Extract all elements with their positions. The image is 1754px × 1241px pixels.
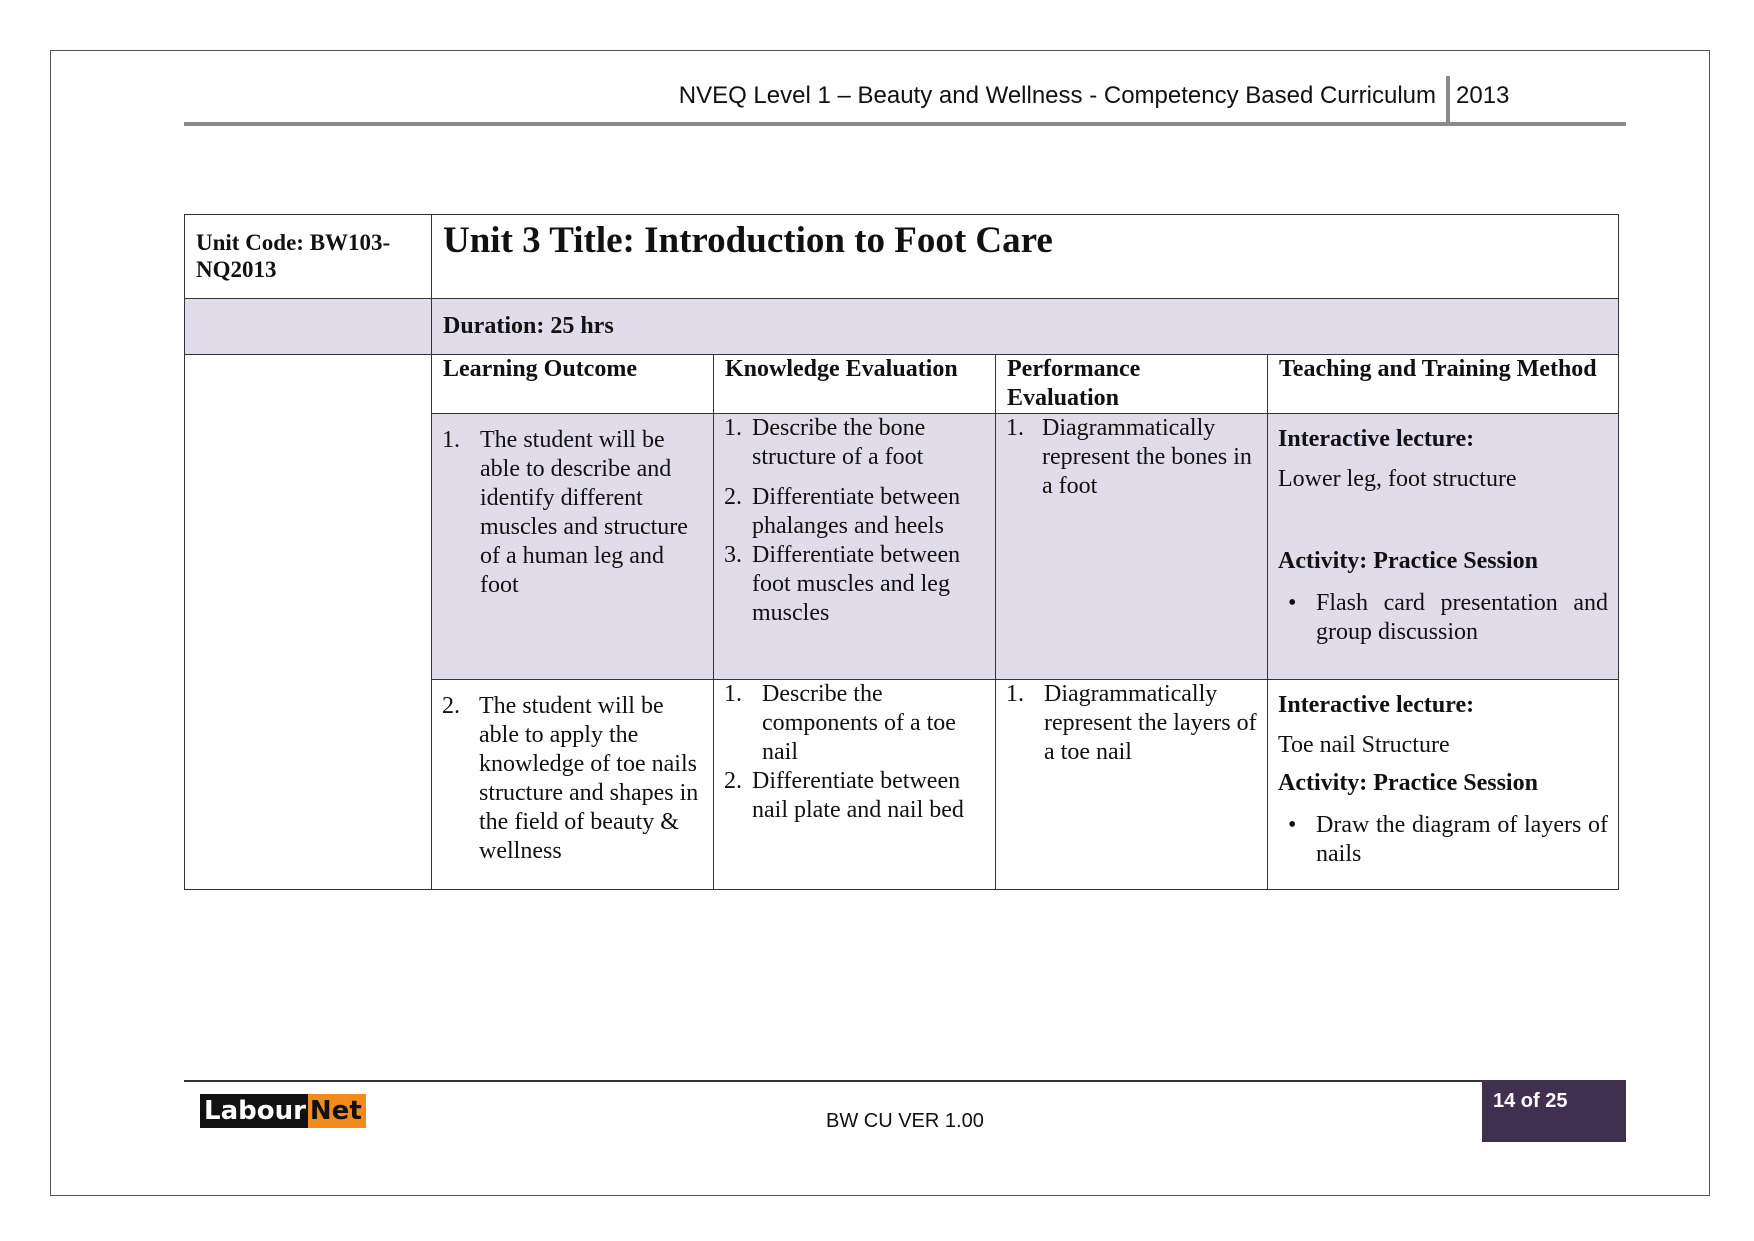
- knowledge-cell: [714, 680, 996, 890]
- performance-cell: [996, 680, 1268, 890]
- list-item: 1. Describe the components of a toe nail: [724, 681, 956, 765]
- list-item: 1. Describe the bone structure of a foot: [724, 415, 926, 470]
- footer-divider: [184, 1080, 1626, 1082]
- bullet-icon: •: [1288, 812, 1297, 838]
- teaching-cell: [1268, 680, 1619, 890]
- labournet-logo: Labour Net: [200, 1094, 366, 1128]
- unit-code: Unit Code: BW103-NQ2013: [185, 215, 432, 299]
- list-item: 1. Diagrammatically represent the layers of a toe nail: [1006, 681, 1257, 765]
- list-item: 1. Diagrammatically represent the bones in a foot: [1006, 415, 1252, 499]
- unit-title: Unit 3 Title: Introduction to Foot Care: [432, 215, 1619, 299]
- list-item: 2. Differentiate between nail plate and nail bed: [724, 768, 964, 823]
- knowledge-cell: [714, 414, 996, 680]
- lecture-label: Interactive lecture:: [1278, 692, 1475, 718]
- version-label: BW CU VER 1.00: [826, 1110, 984, 1132]
- activity-label: Activity: Practice Session: [1278, 548, 1538, 574]
- header-title: NVEQ Level 1 – Beauty and Wellness - Competency Based Curriculum: [678, 82, 1436, 109]
- list-item: • Flash card presentation and group discussion: [1278, 589, 1608, 647]
- duration-spacer: [185, 299, 432, 355]
- outcome-cell: [432, 680, 714, 890]
- lecture-text: Lower leg, foot structure: [1278, 466, 1517, 492]
- performance-cell: [996, 414, 1268, 680]
- unit-table: [184, 214, 1619, 890]
- page-header: [184, 76, 1626, 126]
- list-item: • Draw the diagram of layers of nails: [1278, 811, 1608, 869]
- lecture-text: Toe nail Structure: [1278, 732, 1450, 758]
- bullet-icon: •: [1288, 590, 1297, 616]
- list-item: 3. Differentiate between foot muscles and leg muscles: [724, 542, 961, 626]
- header-year: 2013: [1456, 82, 1510, 109]
- col-header-knowledge-evaluation: Knowledge Evaluation: [714, 355, 996, 414]
- teaching-cell: [1268, 414, 1619, 680]
- unit-duration: Duration: 25 hrs: [432, 299, 1619, 355]
- outcome-cell: [432, 414, 714, 680]
- col-header-performance-evaluation: Performance Evaluation: [996, 355, 1268, 414]
- left-spacer-cell: [185, 355, 432, 890]
- list-item: 2. Differentiate between phalanges and heels: [724, 484, 961, 539]
- lecture-label: Interactive lecture:: [1278, 426, 1475, 452]
- list-item: 1. The student will be able to describe and identify different muscles and structure of a human leg and foot: [442, 427, 688, 598]
- page-number: 14 of 25: [1482, 1080, 1626, 1142]
- header-separator: [1446, 76, 1450, 122]
- col-header-teaching-method: Teaching and Training Method: [1268, 355, 1619, 414]
- activity-label: Activity: Practice Session: [1278, 770, 1538, 796]
- col-header-learning-outcome: Learning Outcome: [432, 355, 714, 414]
- list-item: 2. The student will be able to apply the knowledge of toe nails structure and shapes in the field of beauty & wellness: [442, 693, 699, 864]
